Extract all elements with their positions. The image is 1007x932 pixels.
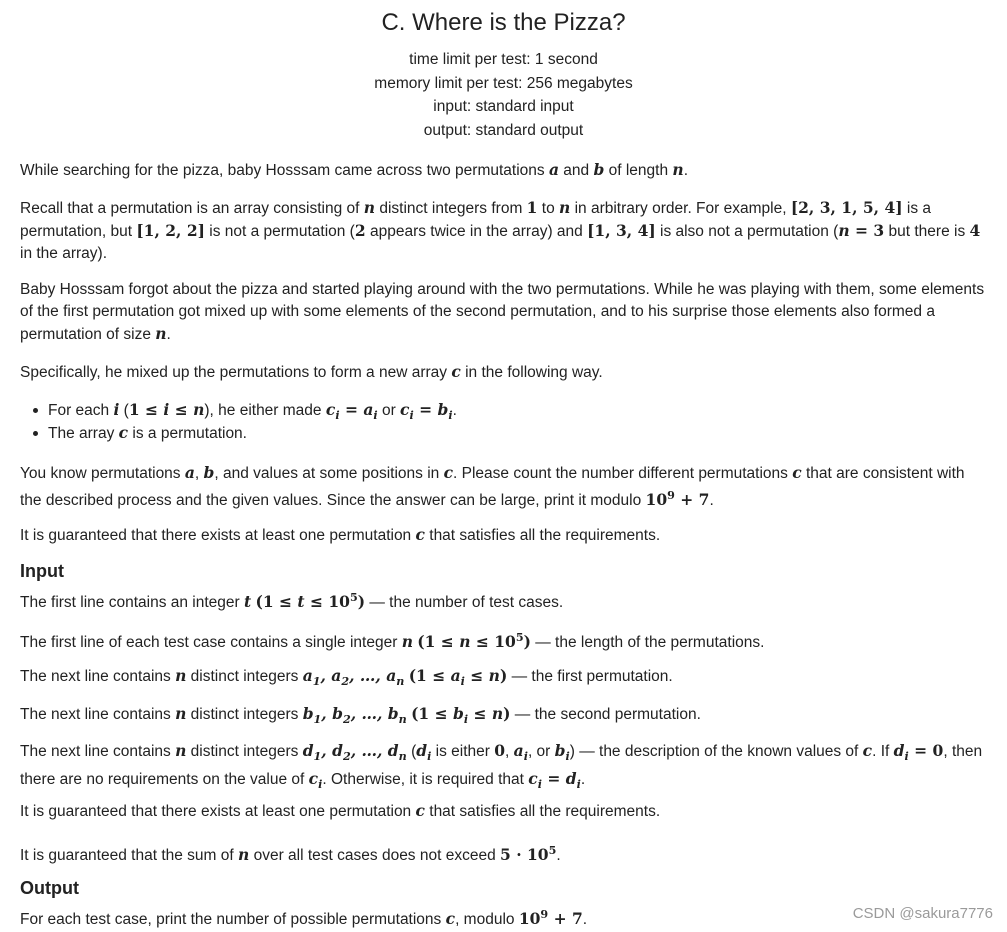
input-line-4: The next line contains n distinct integers $b_1$, $b_2$, …, $b_n$ $(1 \le b_i \le n)$ — the second permutation. — [20, 704, 701, 727]
time-limit: time limit per test: 1 second — [409, 51, 598, 68]
input-heading: Input — [20, 561, 64, 581]
output-file: output: standard output — [423, 122, 584, 139]
statement-paragraph-6: It is guaranteed that there exists at least one permutation c that satisfies all the requirements. — [20, 525, 661, 544]
memory-limit: memory limit per test: 256 megabytes — [374, 75, 633, 92]
statement-paragraph-2: Recall that a permutation is an array consisting of n distinct integers from 1 to n in arbitrary order. For example, [2, 3, 1, 5, 4] is a permutation, but [1, 2, 2] is not a permutation (2 appears twice in the array) and [1, 3, 4] is also not a permutation (n = 3 but there is 4 in the array). — [20, 198, 981, 262]
bullet-dot — [33, 408, 38, 413]
statement-paragraph-1: While searching for the pizza, baby Hosssam came across two permutations a and b of length n. — [20, 160, 688, 179]
statement-paragraph-4: Specifically, he mixed up the permutations to form a new array c in the following way. — [20, 362, 603, 381]
input-line-7: It is guaranteed that the sum of n over all test cases does not exceed $5 \cdot 10^5$. — [20, 844, 561, 865]
statement-paragraph-3: Baby Hosssam forgot about the pizza and started playing around with the two permutations. While he was playing with them, some elements of the first permutation got mixed up with some elements of the second permutation, and to his surprise those elements also formed a permutation of size n. — [20, 281, 985, 343]
statement-paragraph-5: You know permutations a, b, and values at some positions in c. Please count the number different permutations c that are consistent with the described process and the given values. Since the answer can be large, print it modulo $10^9 + 7$. — [20, 463, 965, 510]
bullet-dot — [33, 431, 38, 436]
bullet-item-2: The array c is a permutation. — [48, 423, 247, 442]
input-line-2: The first line of each test case contains a single integer n $(1 \le n \le 10^5)$ — the length of the permutations. — [20, 631, 765, 652]
watermark: CSDN @sakura7776 — [852, 905, 993, 922]
problem-title: C. Where is the Pizza? — [381, 9, 626, 36]
input-file: input: standard input — [433, 98, 574, 115]
input-line-3: The next line contains n distinct integers $a_1$, $a_2$, …, $a_n$ $(1 \le a_i \le n)$ — the first permutation. — [20, 666, 673, 689]
bullet-item-1: For each i (1 ≤ i ≤ n), he either made $c_i = a_i$ or $c_i = b_i$. — [48, 400, 457, 423]
input-line-1: The first line contains an integer t $(1 \le t \le 10^5)$ — the number of test cases. — [20, 591, 564, 612]
input-line-6: It is guaranteed that there exists at least one permutation c that satisfies all the requirements. — [20, 801, 661, 820]
input-line-5: The next line contains n distinct integers $d_1$, $d_2$, …, $d_n$ ($d_i$ is either 0, $a_i$, or $b_i$) — the description of the known values of c. If $d_i = 0$, then there are no requirements on the value of $c_i$. Otherwise, it is required that $c_i = d_i$. — [20, 741, 983, 792]
output-line-1: For each test case, print the number of possible permutations c, modulo $10^9 + 7$. — [20, 908, 588, 929]
output-heading: Output — [20, 878, 79, 898]
